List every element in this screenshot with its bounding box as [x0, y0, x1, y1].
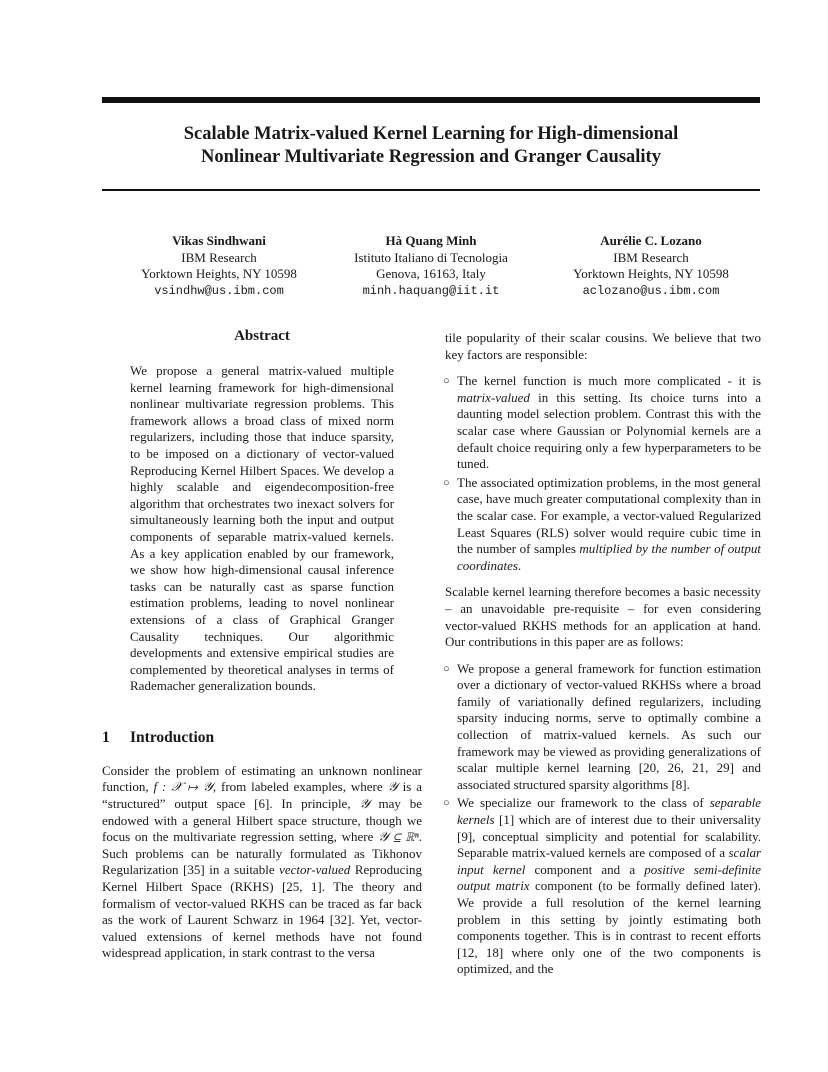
text-run: [1] which are of interest due to their universality [9], conceptual simplicity and potential for scalability. Separable matrix-valued kernels are composed of a	[457, 812, 761, 861]
title-rule	[102, 189, 760, 191]
text-run: , from labeled examples, where	[212, 779, 388, 795]
text-run: . Such problems can be naturally formulated as Tikhonov Regularization [35] in a suitable	[102, 829, 422, 878]
contribution-list	[445, 661, 761, 978]
author-3	[546, 233, 756, 299]
list-item	[445, 475, 761, 575]
abstract-heading: Abstract	[234, 328, 290, 344]
emphasis: scalar input kernel	[457, 845, 761, 877]
text-run: We propose a general framework for function estimation over a dictionary of vector-valued RKHSs where a broad family of variationally defined regularizers, including sparsity inducing norms, serve to optimally combine a collection of matrix-valued kernels. As such our framework may be viewed as providing generalizations of scalar multiple kernel learning [20, 26, 21, 29] and associated structured sparsity algorithms [8].	[457, 660, 761, 792]
author-address: Yorktown Heights, NY 10598	[573, 266, 729, 281]
list-item	[445, 795, 761, 978]
paper-title	[102, 123, 760, 169]
continued-paragraph: tile popularity of their scalar cousins. We believe that two key factors are responsible:	[445, 330, 761, 362]
list-item	[445, 661, 761, 794]
bullet-icon: ○	[443, 797, 450, 810]
emphasis: vector-valued	[279, 862, 351, 878]
right-column	[445, 330, 761, 988]
text-run: The associated optimization problems, in the most general case, have much greater computational complexity than in the scalar case. For example, a vector-valued Regularized Least Squares (RLS) solver would require cubic time in the number of samples	[457, 474, 761, 557]
factor-list	[445, 373, 761, 574]
section-number: 1	[102, 728, 110, 746]
author-block	[102, 233, 760, 303]
author-address: Yorktown Heights, NY 10598	[141, 266, 297, 281]
math-inline: 𝒴 ⊆ ℝⁿ	[378, 829, 419, 845]
title-line-2: Nonlinear Multivariate Regression and Granger Causality	[201, 147, 661, 167]
title-line-1: Scalable Matrix-valued Kernel Learning for High-dimensional	[183, 124, 679, 144]
author-affiliation: Istituto Italiano di Tecnologia	[354, 249, 508, 265]
emphasis: positive semi-definite output matrix	[457, 861, 761, 894]
text-run: component (to be formally defined later). We provide a full resolution of the kernel learning problem in this setting by jointly estimating both components together. This is in contrast to recent efforts [12, 18] where only one of the two components is optimized, and the	[457, 878, 761, 977]
list-item	[445, 373, 761, 473]
text-run: Consider the problem of estimating an unknown nonlinear function,	[102, 762, 422, 795]
math-inline: 𝒴	[387, 779, 398, 795]
author-name: Vikas Sindhwani	[172, 233, 266, 248]
left-column	[102, 326, 422, 962]
author-affiliation: IBM Research	[181, 249, 257, 265]
top-rule	[102, 97, 760, 103]
emphasis: separable kernels	[457, 795, 761, 828]
intro-paragraph	[102, 763, 422, 962]
author-2	[322, 233, 540, 299]
section-heading-introduction	[102, 729, 422, 747]
math-inline: 𝒴	[359, 796, 370, 812]
author-address: Genova, 16163, Italy	[376, 266, 486, 281]
math-inline: f : 𝒳 ↦ 𝒴	[153, 779, 213, 795]
abstract-text: We propose a general matrix-valued multiple kernel learning framework for high-dimensional nonlinear multivariate regression problems. This framework allows a broad class of mixed norm regularizers, including those that induce sparsity, to be imposed on a dictionary of vector-valued Reproducing Kernel Hilbert Spaces. We develop a highly scalable and eigendecomposition-free algorithm that orchestrates two inexact solvers for simultaneously learning both the input and output components of separable matrix-valued kernels. As a key application enabled by our framework, we show how high-dimensional causal inference tasks can be naturally cast as sparse function estimation problems, leading to novel nonlinear extensions of a class of Graphical Granger Causality techniques. Our algorithmic developments and extensive empirical studies are complemented by theoretical analyses in terms of Rademacher generalization bounds.	[130, 363, 394, 694]
author-name: Aurélie C. Lozano	[600, 233, 702, 248]
emphasis: multiplied by the number of output coordinates	[457, 541, 761, 573]
text-run: .	[517, 557, 522, 573]
author-email[interactable]: vsindhw@us.ibm.com	[154, 283, 284, 298]
text-run: may be endowed with a general Hilbert space structure, though we focus on the multivariate regression setting, where	[102, 796, 422, 845]
text-run: We specialize our framework to the class of	[457, 795, 710, 811]
text-run: in this setting. Its choice turns into a daunting model selection problem. Contrast this with the scalar case where Gaussian or Polynomial kernels are a default choice requiring only a few hyperparameters to be tuned.	[457, 389, 761, 472]
section-title: Introduction	[130, 728, 215, 746]
text-run: is a “structured” output space [6]. In principle,	[102, 779, 422, 812]
author-name: Hà Quang Minh	[385, 233, 477, 248]
bullet-icon: ○	[443, 662, 450, 675]
author-1	[112, 233, 326, 299]
text-run: Reproducing Kernel Hilbert Space (RKHS) [25, 1]. The theory and formalism of vector-valued RKHS can be traced as far back as the work of Laurent Schwarz in 1964 [32]. Yet, vector-valued extensions of kernel methods have not found widespread application, in stark contrast to the versa	[102, 862, 422, 961]
bullet-icon: ○	[443, 375, 450, 388]
author-email[interactable]: aclozano@us.ibm.com	[582, 283, 720, 298]
author-affiliation: IBM Research	[613, 249, 689, 265]
author-email[interactable]: minh.haquang@iit.it	[362, 283, 500, 298]
text-run: The kernel function is much more complicated - it is	[457, 373, 761, 389]
bullet-icon: ○	[443, 476, 450, 489]
emphasis: matrix-valued	[457, 389, 530, 405]
text-run: component and a	[525, 861, 645, 877]
contributions-intro: Scalable kernel learning therefore becomes a basic necessity – an unavoidable pre-requisite – for even considering vector-valued RKHS methods for an application at hand. Our contributions in this paper are as follows:	[445, 584, 761, 650]
